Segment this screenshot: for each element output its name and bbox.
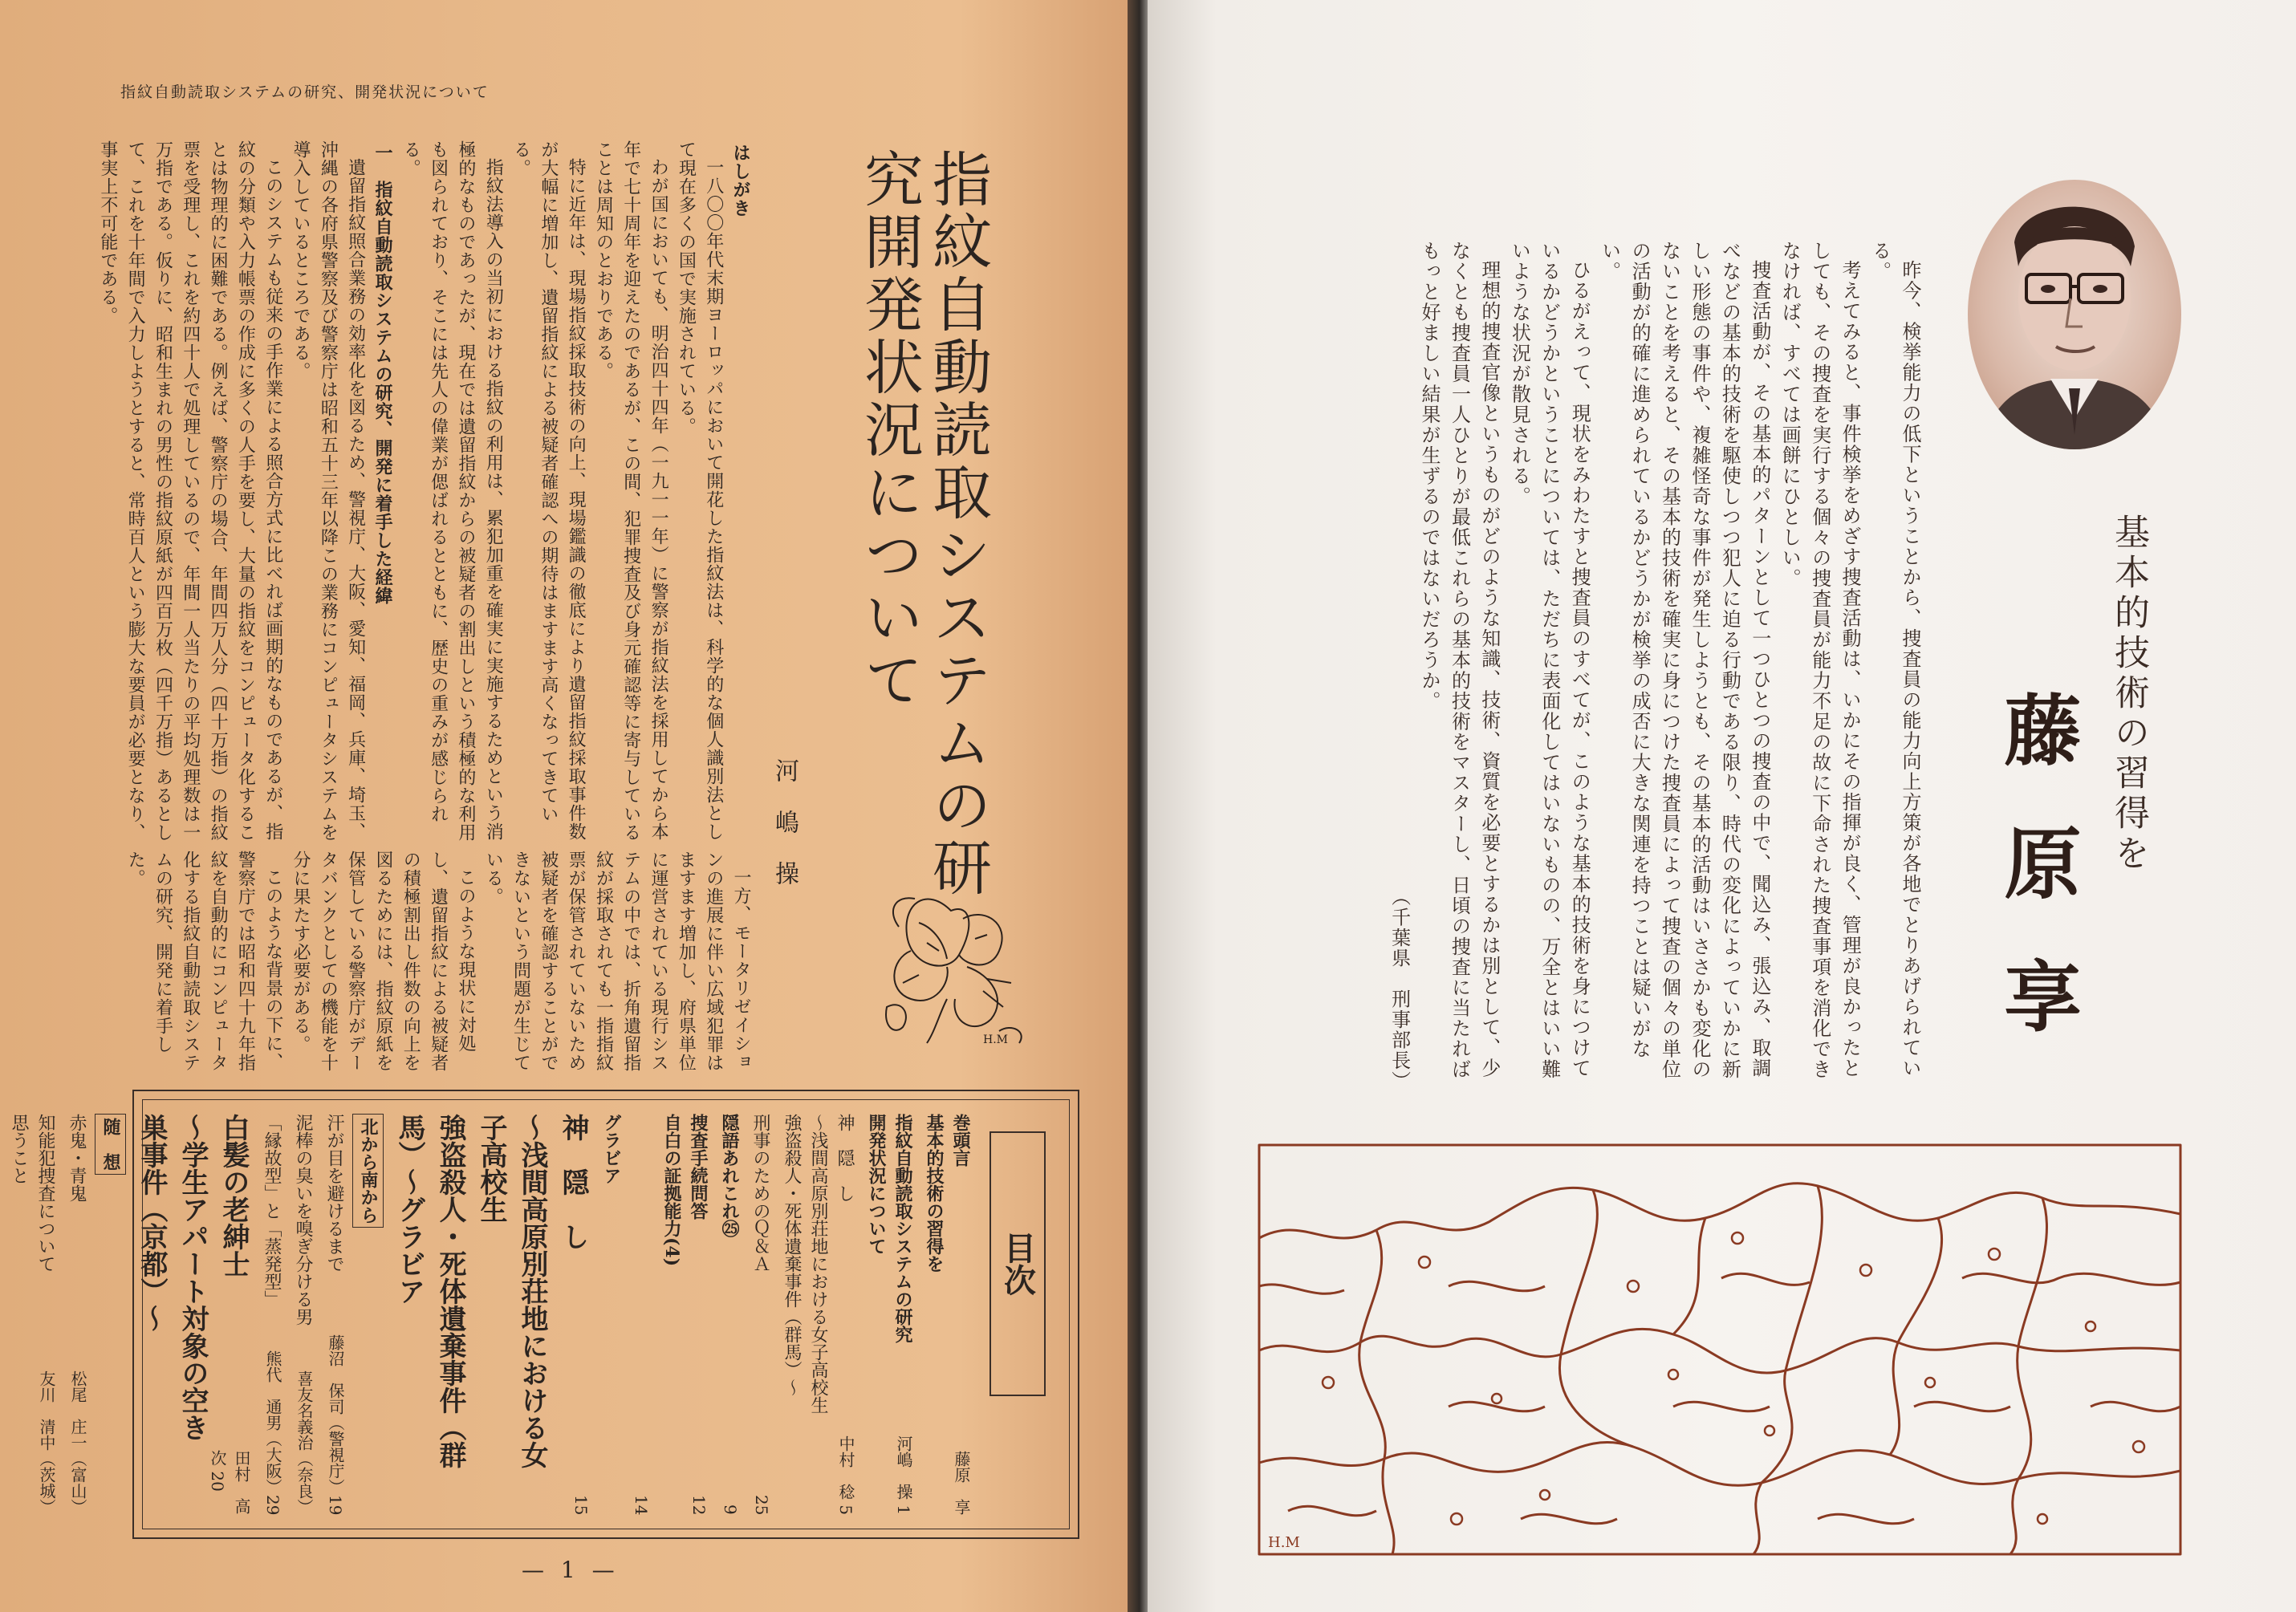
toc-entry-page: 14 — [632, 1494, 651, 1515]
section-heading: はしがき — [730, 144, 751, 218]
map-illustration — [1256, 1142, 2184, 1557]
running-head: 指紋自動読取システムの研究、開発状況について — [120, 83, 490, 101]
toc-entry-title: 北から南から — [352, 1114, 384, 1228]
flower-initials: H.M — [983, 1033, 1008, 1046]
paragraph: 一方、モータリゼイションの進展に伴い広域犯罪はますます増加し、府県単位に運営されている現行システムの中では、折角遺留指紋が採取されても一指指紋票が保管されていないため被疑者を確認することができないという問題が生じている。 — [483, 851, 751, 1072]
book-gutter — [1128, 0, 1148, 1612]
map-initials: H.M — [1268, 1534, 1300, 1551]
essay-paragraph: 考えてみると、事件検挙をめざす捜査活動は、いかにその指揮が良く、管理が良かったとしても、その捜査を実行する個々の捜査員が能力不足の故に下命された捜査事項を消化できなければ、すべては画餅にひとしい。 — [1778, 241, 1862, 1080]
toc-entry-page — [0, 1334, 1, 1515]
left-page — [0, 0, 1128, 1612]
toc-entry-title: 指紋自動読取システムの研究 開発状況について — [866, 1114, 913, 1343]
paragraph: わが国においても、明治四十四年（一九一一年）に警察が指紋法を採用してから本年で七十周年を迎えたのであるが、この間、犯罪捜査及び身元確認等に寄与していることは周知のとおりである。 — [593, 140, 669, 842]
toc-entry — [290, 1114, 316, 1515]
toc-entry-title: 神 隠 し 〜浅間高原別荘地における女子高校生 強盗殺人・死体遺棄事件（群馬）〜 — [782, 1114, 855, 1414]
article-author: 河嶋操 — [770, 758, 799, 912]
toc-entry-page: 15 — [571, 1494, 591, 1515]
page-number: — 1 — — [522, 1557, 620, 1583]
essay-paragraph: 昨今、検挙能力の低下ということから、捜査員の能力向上方策が各地でとりあげられている。 — [1868, 241, 1921, 1078]
toc-entry — [63, 1114, 90, 1515]
paragraph: このシステムも従来の手作業による照合方式に比べれば画期的なものであるが、指紋の分類や入力帳票の作成に多くの人手を要し、大量の指紋をコンピュータ化することは物理的に困難である。例えば、警察庁の場合、年間四万人分（四十万指）の指紋票を受理し、これを約四十人で処理しているので、年間一人当たりの平均処理数は一万指である。仮りに、昭和生まれの男性の指紋原紙が四百万枚（四千万指）あるとして、これを十年間で入力しようとすると、常時百人という膨大な要員が必要となり、事実上不可能である。 — [97, 140, 283, 842]
toc-entry-title: グラビア — [601, 1114, 622, 1184]
toc-entry-title: 捜査手続問答 自白の証拠能力(4) — [661, 1114, 709, 1267]
toc-entry — [95, 1114, 126, 1515]
article-body-lower — [120, 851, 754, 1079]
essay-paragraph: 捜査活動が、その基本的パターンとして一つひとつの捜査の中で、聞込み、張込み、取調べなどの基本的技術を駆使しつつ犯人に迫る行動である限り、時代の変化によっていかに新しい形態の事件や、複雑怪奇な事件が発生しようとも、その基本的活動はいささかも変化のないことを考えると、その基本的技術を確実に身につけた捜査員によって捜査の個々の単位の活動が的確に進められているかどうかが検挙の成否に大きな関連を持つことは疑いがない。 — [1598, 241, 1771, 1080]
toc-entry — [629, 1114, 653, 1515]
paragraph: 指紋法導入の当初における指紋の利用は、累犯加重を確実に実施するためという消極的なものであったが、現在では遺留指紋からの被疑者の割出しという積極的な利用も図られており、そこには先人の偉業が偲ばれるとともに、歴史の重みが感じられる。 — [400, 140, 504, 842]
toc-entry — [6, 1114, 59, 1515]
toc-entry-title: 「縁故型」と「蒸発型」 — [262, 1114, 282, 1308]
article-title: 指紋自動読取システムの研究開発状況について — [854, 148, 992, 899]
toc-entry-title: 巻頭言 基本的技術の習得を — [924, 1114, 971, 1273]
toc-entry-page: 田村 高次 20 — [208, 1449, 251, 1514]
essay-paragraph: 理想的捜査官像というものがどのような知識、技術、資質を必要とするかは別として、少なくとも捜査員一人ひとりが最低これらの基本的技術をマスターし、日頃の捜査に当たればもっと好ましい結果が生ずるのではないだろうか。 — [1418, 241, 1501, 1080]
toc-entry-page: 松尾 庄一（富山） — [68, 1370, 87, 1515]
toc-entry-page: 9 — [721, 1504, 740, 1515]
toc-entry — [352, 1114, 384, 1515]
toc-entry — [598, 1114, 624, 1515]
toc-entry-title: 神 隠 し 〜浅間高原別荘地における女子高校生 強盗殺人・死体遺棄事件（群馬）〜グラビア — [393, 1114, 589, 1468]
author-portrait — [1966, 178, 2183, 451]
toc-title — [990, 1131, 1046, 1396]
toc-entry-title: 泥棒の臭いを嗅ぎ分ける男 — [293, 1114, 313, 1326]
essay-subtitle: 基本的技術の習得を — [2108, 514, 2149, 875]
section-heading: 一 指紋自動読取システムの研究、開発に着手した経緯 — [372, 144, 393, 606]
toc-entry-title: 白髪の老紳士 〜学生アパート対象の空き巣事件（京都）〜 — [136, 1114, 250, 1441]
toc-entry-title: 随 想 — [95, 1114, 126, 1175]
toc-entry — [747, 1114, 774, 1515]
toc-entry — [658, 1114, 711, 1515]
toc-entry-page: 熊代 通男（大阪）29 — [263, 1350, 282, 1515]
toc-entry — [388, 1114, 593, 1515]
essay-author-name: 藤原享 — [1992, 690, 2083, 1090]
toc-title-text: 目次 — [998, 1232, 1037, 1296]
toc-entry-title — [0, 1114, 1, 1184]
essay-signature: （千葉県 刑事部長） — [1388, 887, 1411, 1091]
paragraph: 特に近年は、現場指紋採取技術の向上、現場鑑識の徹底により遺留指紋採取事件数が大幅に増加し、遺留指紋による被疑者確認への期待はますます高くなってきている。 — [510, 140, 587, 841]
toc-entry-page: 25 — [752, 1494, 771, 1515]
toc-list — [9, 1114, 973, 1515]
essay-paragraph: ひるがえって、現状をみわたすと捜査員のすべてが、このような基本的技術を身につけているかどうかということについては、ただちに表面化してはいないものの、万全とはいい難いような状況が散見される。 — [1508, 241, 1591, 1080]
toc-entry-page: 中村 稔 5 — [836, 1435, 855, 1515]
article-body-upper — [97, 140, 754, 847]
flower-illustration — [871, 879, 1035, 1047]
toc-entry-page: 喜友名義治（奈良） — [295, 1370, 314, 1515]
toc-entry-page: 友川 清中（茨城） — [37, 1370, 56, 1515]
paragraph: 遺留指紋照合業務の効率化を図るため、警視庁、大阪、愛知、福岡、兵庫、埼玉、沖縄の各府県警察及び警察庁は昭和五十三年以降この業務にコンピュータシステムを導入しているところである。 — [291, 140, 366, 842]
toc-entry — [258, 1114, 285, 1515]
toc-entry-page: 藤沼 保司（警視庁）19 — [326, 1334, 345, 1515]
toc-entry-title: 隠語あれこれ㉕ — [719, 1114, 740, 1237]
toc-entry — [0, 1114, 1, 1515]
essay-body — [1290, 241, 1924, 1091]
toc-entry — [321, 1114, 347, 1515]
toc-entry — [716, 1114, 742, 1515]
toc-entry-page: 河嶋 操 1 — [894, 1435, 913, 1515]
toc-entry-title: 知能犯捜査について 思うこと — [9, 1114, 55, 1273]
paragraph: このような背景の下に、警察庁では昭和四十九年指紋を自動的にコンピュータ化する指紋自動読取システムの研究、開発に着手した。 — [125, 851, 283, 1072]
toc-entry — [778, 1114, 858, 1515]
toc-entry-title: 汗が目を避けるまで — [324, 1114, 344, 1273]
toc-entry-page: 12 — [689, 1494, 709, 1515]
toc-entry-title: 刑事のためのＱ＆Ａ — [750, 1114, 770, 1273]
toc-entry — [920, 1114, 973, 1515]
toc-entry — [863, 1114, 916, 1515]
table-of-contents — [9, 1090, 1079, 1539]
toc-entry — [131, 1114, 254, 1515]
paragraph: 一八〇〇年代末期ヨーロッパにおいて開花した指紋法は、科学的な個人識別法として現在多くの国で実施されている。 — [676, 140, 724, 841]
paragraph: このような現状に対処し、遺留指紋による被疑者の積極割出し件数の向上を図るためには、指紋原紙を保管している警察庁がデータバンクとしての機能を十分に果たす必要がある。 — [291, 851, 476, 1072]
toc-entry-title: 赤鬼・青鬼 — [67, 1114, 87, 1202]
toc-entry-page: 藤原 享 — [952, 1451, 971, 1515]
